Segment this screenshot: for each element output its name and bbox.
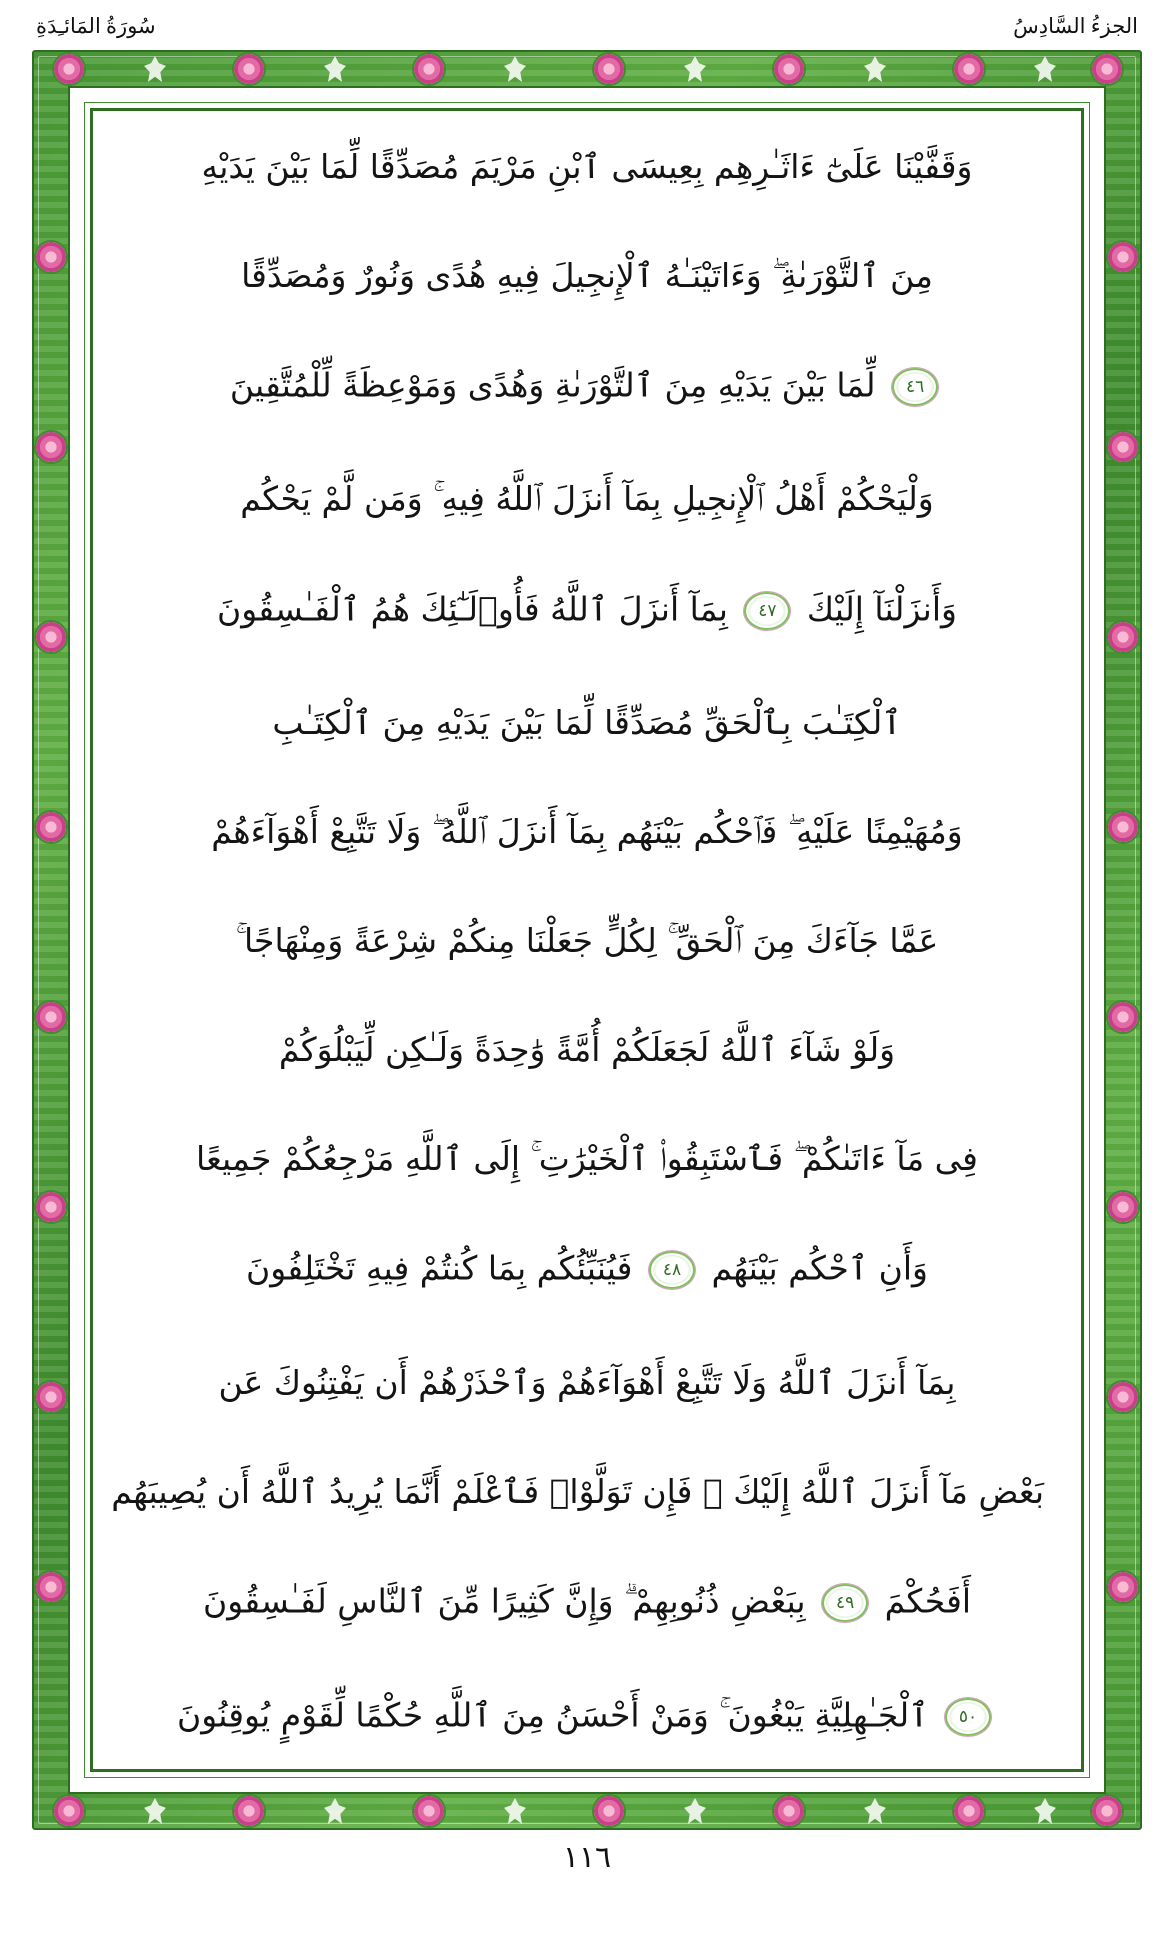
- flower-rosette-icon: [36, 242, 66, 272]
- verse-number-medallion: ٥٠: [945, 1698, 991, 1736]
- quran-line-text: ٱلْجَـٰهِلِيَّةِ يَبْغُونَ ۚ وَمَنْ أَحْسَنُ مِنَ ٱللَّهِ حُكْمًا لِّقَوْمٍ يُوقِنُونَ: [176, 1695, 929, 1735]
- flower-rosette-icon: [1108, 1192, 1138, 1222]
- page-footer: [0, 1840, 1174, 1875]
- quran-line: [128, 1030, 1046, 1070]
- flower-rosette-icon: [1108, 812, 1138, 842]
- quran-line-text: وَلْيَحْكُمْ أَهْلُ ٱلْإِنجِيلِ بِمَآ أَنزَلَ ٱللَّهُ فِيهِ ۚ وَمَن لَّمْ يَحْكُم: [240, 479, 934, 519]
- verse-number-medallion: ٤٨: [649, 1251, 695, 1289]
- quran-line: [128, 479, 1046, 519]
- quran-line: [128, 1139, 1046, 1179]
- quran-line: [128, 256, 1046, 296]
- quran-line-text: بِمَآ أَنزَلَ ٱللَّهُ وَلَا تَتَّبِعْ أَهْوَآءَهُمْ وَٱحْذَرْهُمْ أَن يَفْتِنُوكَ عَن: [218, 1362, 956, 1402]
- flower-rosette-icon: [36, 812, 66, 842]
- quran-line-tail: أَفَحُكْمَ: [884, 1581, 972, 1621]
- quran-line: [111, 1471, 1046, 1511]
- fleur-de-lis-icon: [504, 56, 526, 82]
- fleur-de-lis-icon: [1034, 56, 1056, 82]
- quran-line: [128, 147, 1046, 186]
- quran-line: [128, 1581, 1046, 1622]
- flower-rosette-icon: [1108, 242, 1138, 272]
- flower-rosette-icon: [36, 432, 66, 462]
- flower-rosette-icon: [774, 1796, 804, 1826]
- quran-line: [128, 589, 1046, 630]
- flower-rosette-icon: [36, 1192, 66, 1222]
- flower-rosette-icon: [1108, 1572, 1138, 1602]
- quran-line-text: بِبَعْضِ ذُنُوبِهِمْ ۗ وَإِنَّ كَثِيرًا مِّنَ ٱلنَّاسِ لَفَـٰسِقُونَ: [202, 1581, 806, 1621]
- quran-line: [128, 365, 1046, 406]
- quran-line: [128, 1248, 1046, 1289]
- fleur-de-lis-icon: [1034, 1798, 1056, 1824]
- verse-number-medallion: ٤٦: [892, 368, 938, 406]
- quran-text-block: [111, 147, 1046, 1736]
- quran-line-text: بِمَآ أَنزَلَ ٱللَّهُ فَأُو۟لَـٰٓئِكَ هُمُ ٱلْفَـٰسِقُونَ: [217, 589, 728, 629]
- fleur-de-lis-icon: [684, 1798, 706, 1824]
- quran-line: [128, 811, 1046, 851]
- flower-rosette-icon: [414, 54, 444, 84]
- fleur-de-lis-icon: [684, 56, 706, 82]
- quran-line-tail: وَأَنزَلْنَآ إِلَيْكَ: [806, 589, 957, 629]
- flower-rosette-icon: [1092, 1796, 1122, 1826]
- quran-line: [128, 1695, 1046, 1736]
- verse-number-medallion: ٤٧: [744, 592, 790, 630]
- quran-line-text: لِّمَا بَيْنَ يَدَيْهِ مِنَ ٱلتَّوْرَىٰةِ وَهُدًى وَمَوْعِظَةً لِّلْمُتَّقِينَ: [229, 365, 876, 405]
- flower-rosette-icon: [1108, 622, 1138, 652]
- quran-line-text: فِى مَآ ءَاتَىٰكُمْ ۖ فَٱسْتَبِقُوا۟ ٱلْخَيْرَٰتِ ۚ إِلَى ٱللَّهِ مَرْجِعُكُمْ جَمِيعًا: [196, 1139, 978, 1179]
- flower-rosette-icon: [54, 1796, 84, 1826]
- flower-rosette-icon: [234, 54, 264, 84]
- flower-rosette-icon: [54, 54, 84, 84]
- quran-line: [128, 702, 1046, 742]
- flower-rosette-icon: [36, 1382, 66, 1412]
- verse-number-medallion: ٤٩: [822, 1584, 868, 1622]
- quran-line-tail: وَأَنِ ٱحْكُم بَيْنَهُم: [711, 1248, 928, 1288]
- flower-rosette-icon: [234, 1796, 264, 1826]
- quran-line-text: وَقَفَّيْنَا عَلَىٰٓ ءَاثَـٰرِهِم بِعِيسَى ٱبْنِ مَرْيَمَ مُصَدِّقًا لِّمَا بَيْنَ يَدَيْهِ: [201, 147, 973, 186]
- flower-rosette-icon: [594, 1796, 624, 1826]
- flower-rosette-icon: [954, 1796, 984, 1826]
- quran-line-text: وَلَوْ شَآءَ ٱللَّهُ لَجَعَلَكُمْ أُمَّةً وَٰحِدَةً وَلَـٰكِن لِّيَبْلُوَكُمْ: [278, 1030, 896, 1070]
- quran-line-text: مِنَ ٱلتَّوْرَىٰةِ ۖ وَءَاتَيْنَـٰهُ ٱلْإِنجِيلَ فِيهِ هُدًى وَنُورٌ وَمُصَدِّقًا: [241, 256, 933, 296]
- quran-line-text: وَمُهَيْمِنًا عَلَيْهِ ۖ فَٱحْكُم بَيْنَهُم بِمَآ أَنزَلَ ٱللَّهُ ۖ وَلَا تَتَّبِعْ أَهْوَآءَهُمْ: [211, 811, 963, 851]
- page-number: ١١٦: [562, 1840, 612, 1875]
- quran-line-text: ٱلْكِتَـٰبَ بِٱلْحَقِّ مُصَدِّقًا لِّمَا بَيْنَ يَدَيْهِ مِنَ ٱلْكِتَـٰبِ: [272, 702, 902, 742]
- flower-rosette-icon: [36, 622, 66, 652]
- surah-label: سُورَةُ المَائـِدَةِ: [36, 14, 156, 38]
- quran-line-text: فَيُنَبِّئُكُم بِمَا كُنتُمْ فِيهِ تَخْتَلِفُونَ: [246, 1248, 633, 1288]
- flower-rosette-icon: [1108, 432, 1138, 462]
- quran-line-text: عَمَّا جَآءَكَ مِنَ ٱلْحَقِّ ۚ لِكُلٍّ جَعَلْنَا مِنكُمْ شِرْعَةً وَمِنْهَاجًا ۚ: [235, 920, 939, 960]
- flower-rosette-icon: [36, 1002, 66, 1032]
- fleur-de-lis-icon: [504, 1798, 526, 1824]
- flower-rosette-icon: [774, 54, 804, 84]
- fleur-de-lis-icon: [864, 1798, 886, 1824]
- fleur-de-lis-icon: [324, 56, 346, 82]
- quran-line: [128, 1362, 1046, 1402]
- juz-label: الجزءُ السَّادِسُ: [1013, 14, 1138, 38]
- ornamental-border: [32, 50, 1142, 1830]
- flower-rosette-icon: [594, 54, 624, 84]
- quran-line: [128, 920, 1046, 960]
- flower-rosette-icon: [36, 1572, 66, 1602]
- page-header: [0, 0, 1174, 48]
- flower-rosette-icon: [1108, 1382, 1138, 1412]
- flower-rosette-icon: [1092, 54, 1122, 84]
- flower-rosette-icon: [414, 1796, 444, 1826]
- quran-line-text: بَعْضِ مَآ أَنزَلَ ٱللَّهُ إِلَيْكَ ۖ فَإِن تَوَلَّوْا۟ فَٱعْلَمْ أَنَّمَا يُرِيدُ ٱللَّهُ أَن يُصِيبَهُم: [111, 1471, 1044, 1511]
- fleur-de-lis-icon: [144, 1798, 166, 1824]
- fleur-de-lis-icon: [864, 56, 886, 82]
- inner-frame: [68, 86, 1106, 1794]
- flower-rosette-icon: [1108, 1002, 1138, 1032]
- fleur-de-lis-icon: [324, 1798, 346, 1824]
- fleur-de-lis-icon: [144, 56, 166, 82]
- flower-rosette-icon: [954, 54, 984, 84]
